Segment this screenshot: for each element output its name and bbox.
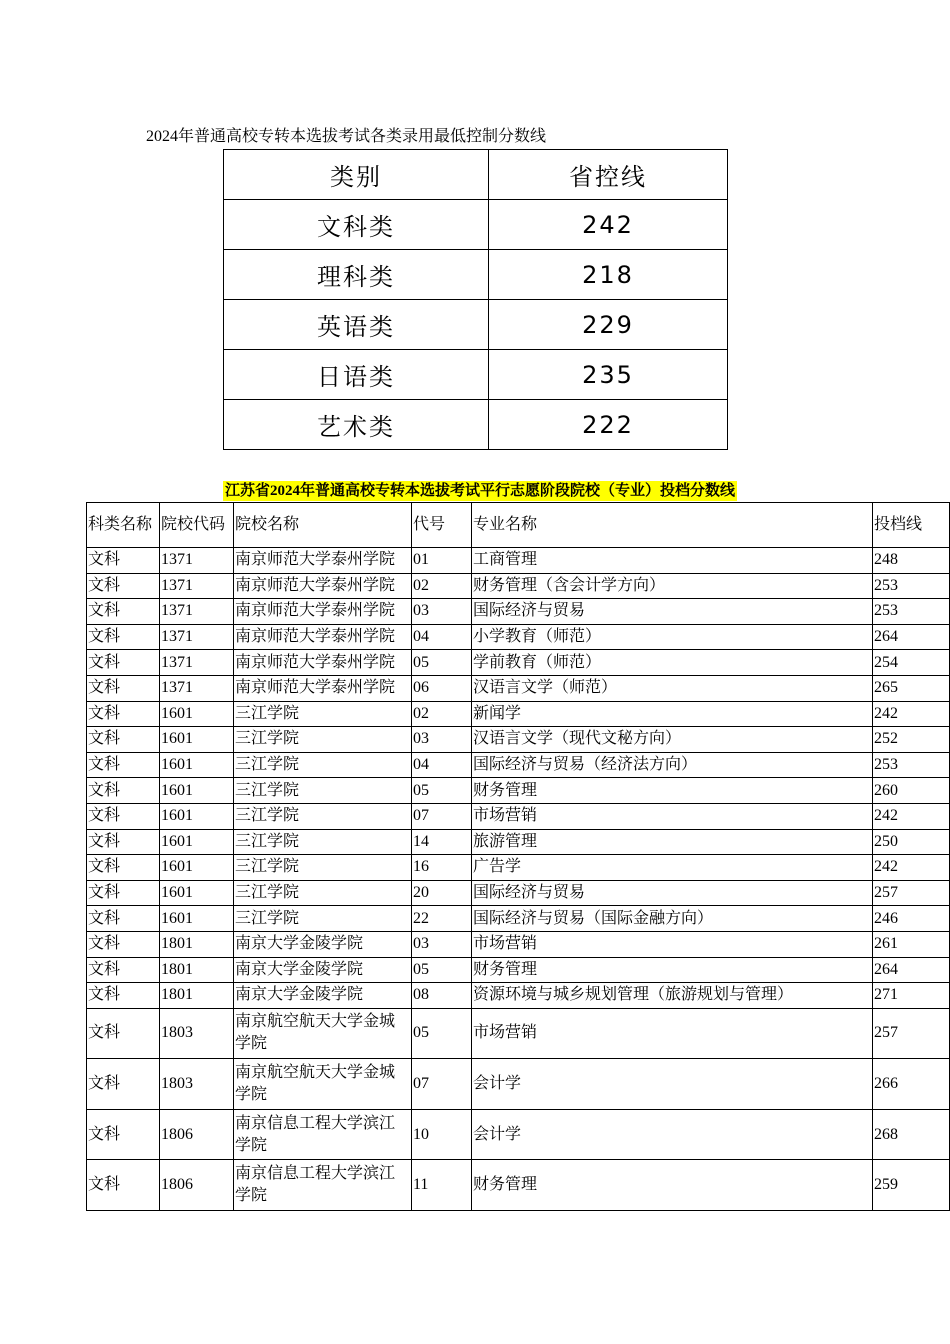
major-name-cell: 国际经济与贸易（国际金融方向）	[472, 906, 873, 932]
table-row	[87, 701, 950, 727]
category-cell: 艺术类	[224, 400, 489, 450]
school-name-cell: 三江学院	[234, 803, 412, 829]
major-code-cell: 02	[412, 701, 472, 727]
major-name-cell: 小学教育（师范）	[472, 624, 873, 650]
school-code-cell: 1601	[160, 778, 234, 804]
cutoff-cell: 261	[873, 931, 950, 957]
page-title: 2024年普通高校专转本选拔考试各类录用最低控制分数线	[146, 128, 547, 145]
subject-cell: 文科	[87, 650, 160, 676]
major-code-cell: 08	[412, 983, 472, 1009]
major-code-cell: 07	[412, 803, 472, 829]
table-row	[87, 855, 950, 881]
table-row	[87, 803, 950, 829]
cutoff-cell: 259	[873, 1160, 950, 1211]
cutoff-cell: 266	[873, 1059, 950, 1110]
major-code-cell: 04	[412, 624, 472, 650]
school-code-cell: 1801	[160, 983, 234, 1009]
cutoff-cell: 260	[873, 778, 950, 804]
table-row	[87, 599, 950, 625]
admission-table-title: 江苏省2024年普通高校专转本选拔考试平行志愿阶段院校（专业）投档分数线	[225, 483, 736, 499]
table-row	[87, 573, 950, 599]
cutoff-cell: 253	[873, 752, 950, 778]
subject-cell: 文科	[87, 548, 160, 574]
school-name-cell: 南京信息工程大学滨江学院	[234, 1109, 412, 1160]
school-code-cell: 1806	[160, 1160, 234, 1211]
school-name-cell: 三江学院	[234, 829, 412, 855]
school-name-cell: 南京大学金陵学院	[234, 931, 412, 957]
school-name-cell: 南京师范大学泰州学院	[234, 650, 412, 676]
subject-cell: 文科	[87, 778, 160, 804]
school-code-cell: 1601	[160, 803, 234, 829]
subject-cell: 文科	[87, 727, 160, 753]
major-code-cell: 03	[412, 599, 472, 625]
subject-cell: 文科	[87, 599, 160, 625]
subject-cell: 文科	[87, 1059, 160, 1110]
major-name-cell: 市场营销	[472, 931, 873, 957]
major-name-cell: 汉语言文学（现代文秘方向）	[472, 727, 873, 753]
major-name-cell: 国际经济与贸易（经济法方向）	[472, 752, 873, 778]
major-name-cell: 国际经济与贸易	[472, 880, 873, 906]
table-row	[224, 250, 728, 300]
cutoff-cell: 252	[873, 727, 950, 753]
school-code-cell: 1801	[160, 931, 234, 957]
major-code-cell: 05	[412, 778, 472, 804]
school-code-cell: 1371	[160, 599, 234, 625]
table-row	[87, 1109, 950, 1160]
table-row	[87, 957, 950, 983]
category-cell: 理科类	[224, 250, 489, 300]
major-name-cell: 汉语言文学（师范）	[472, 675, 873, 701]
category-cell: 日语类	[224, 350, 489, 400]
major-name-cell: 旅游管理	[472, 829, 873, 855]
major-code-cell: 01	[412, 548, 472, 574]
school-name-cell: 南京师范大学泰州学院	[234, 599, 412, 625]
column-header: 专业名称	[472, 503, 873, 548]
major-code-cell: 05	[412, 957, 472, 983]
school-code-cell: 1601	[160, 752, 234, 778]
major-code-cell: 05	[412, 650, 472, 676]
table-row	[87, 880, 950, 906]
cutoff-cell: 257	[873, 1008, 950, 1059]
subject-cell: 文科	[87, 624, 160, 650]
table-row	[87, 1160, 950, 1211]
school-code-cell: 1371	[160, 548, 234, 574]
school-code-cell: 1803	[160, 1059, 234, 1110]
subject-cell: 文科	[87, 752, 160, 778]
cutoff-cell: 242	[873, 803, 950, 829]
cutoff-cell: 264	[873, 957, 950, 983]
major-name-cell: 财务管理（含会计学方向）	[472, 573, 873, 599]
major-code-cell: 04	[412, 752, 472, 778]
subject-cell: 文科	[87, 1160, 160, 1211]
table-row	[87, 548, 950, 574]
major-name-cell: 市场营销	[472, 803, 873, 829]
subject-cell: 文科	[87, 573, 160, 599]
subject-cell: 文科	[87, 803, 160, 829]
school-code-cell: 1601	[160, 829, 234, 855]
admission-score-table	[86, 502, 950, 1211]
major-code-cell: 16	[412, 855, 472, 881]
cutoff-cell: 264	[873, 624, 950, 650]
major-code-cell: 07	[412, 1059, 472, 1110]
cutoff-cell: 242	[873, 855, 950, 881]
school-code-cell: 1601	[160, 880, 234, 906]
major-name-cell: 市场营销	[472, 1008, 873, 1059]
school-code-cell: 1601	[160, 855, 234, 881]
cutoff-cell: 253	[873, 599, 950, 625]
cutoff-cell: 250	[873, 829, 950, 855]
major-name-cell: 学前教育（师范）	[472, 650, 873, 676]
column-header: 科类名称	[87, 503, 160, 548]
cutoff-cell: 253	[873, 573, 950, 599]
table-row	[87, 727, 950, 753]
school-name-cell: 三江学院	[234, 778, 412, 804]
school-name-cell: 南京师范大学泰州学院	[234, 675, 412, 701]
table-row	[87, 778, 950, 804]
table-row	[224, 350, 728, 400]
major-code-cell: 11	[412, 1160, 472, 1211]
cutoff-cell: 248	[873, 548, 950, 574]
table-row	[87, 624, 950, 650]
major-code-cell: 03	[412, 727, 472, 753]
school-name-cell: 三江学院	[234, 855, 412, 881]
score-cell: 218	[489, 250, 728, 300]
category-cell: 英语类	[224, 300, 489, 350]
subject-cell: 文科	[87, 983, 160, 1009]
score-cell: 222	[489, 400, 728, 450]
school-code-cell: 1601	[160, 701, 234, 727]
major-code-cell: 03	[412, 931, 472, 957]
table-row	[224, 300, 728, 350]
table-row	[87, 675, 950, 701]
score-cell: 235	[489, 350, 728, 400]
cutoff-cell: 257	[873, 880, 950, 906]
table-row	[87, 829, 950, 855]
major-code-cell: 02	[412, 573, 472, 599]
table-row	[87, 931, 950, 957]
cutoff-cell: 271	[873, 983, 950, 1009]
cutoff-cell: 265	[873, 675, 950, 701]
column-header: 类别	[224, 150, 489, 200]
major-name-cell: 会计学	[472, 1109, 873, 1160]
table-row	[87, 906, 950, 932]
column-header: 省控线	[489, 150, 728, 200]
subject-cell: 文科	[87, 855, 160, 881]
major-name-cell: 资源环境与城乡规划管理（旅游规划与管理）	[472, 983, 873, 1009]
subject-cell: 文科	[87, 906, 160, 932]
major-name-cell: 财务管理	[472, 957, 873, 983]
school-name-cell: 南京师范大学泰州学院	[234, 573, 412, 599]
school-code-cell: 1371	[160, 573, 234, 599]
column-header: 院校代码	[160, 503, 234, 548]
column-header: 投档线	[873, 503, 950, 548]
school-code-cell: 1801	[160, 957, 234, 983]
school-name-cell: 南京大学金陵学院	[234, 957, 412, 983]
school-name-cell: 三江学院	[234, 701, 412, 727]
school-name-cell: 南京大学金陵学院	[234, 983, 412, 1009]
subject-cell: 文科	[87, 931, 160, 957]
school-code-cell: 1806	[160, 1109, 234, 1160]
cutoff-score-table	[223, 149, 728, 450]
cutoff-cell: 246	[873, 906, 950, 932]
table-row	[224, 200, 728, 250]
subject-cell: 文科	[87, 1109, 160, 1160]
major-name-cell: 新闻学	[472, 701, 873, 727]
school-code-cell: 1601	[160, 727, 234, 753]
column-header: 代号	[412, 503, 472, 548]
major-name-cell: 财务管理	[472, 1160, 873, 1211]
subject-cell: 文科	[87, 675, 160, 701]
major-code-cell: 14	[412, 829, 472, 855]
major-code-cell: 20	[412, 880, 472, 906]
major-code-cell: 05	[412, 1008, 472, 1059]
subject-cell: 文科	[87, 957, 160, 983]
school-code-cell: 1803	[160, 1008, 234, 1059]
table-row	[87, 1059, 950, 1110]
major-code-cell: 10	[412, 1109, 472, 1160]
table-row	[87, 752, 950, 778]
major-code-cell: 22	[412, 906, 472, 932]
school-name-cell: 三江学院	[234, 880, 412, 906]
school-name-cell: 南京航空航天大学金城学院	[234, 1059, 412, 1110]
major-name-cell: 会计学	[472, 1059, 873, 1110]
table-row	[87, 1008, 950, 1059]
table-header-row	[224, 150, 728, 200]
school-name-cell: 南京航空航天大学金城学院	[234, 1008, 412, 1059]
school-code-cell: 1371	[160, 624, 234, 650]
major-name-cell: 工商管理	[472, 548, 873, 574]
subject-cell: 文科	[87, 829, 160, 855]
score-cell: 242	[489, 200, 728, 250]
school-name-cell: 南京师范大学泰州学院	[234, 624, 412, 650]
school-name-cell: 南京信息工程大学滨江学院	[234, 1160, 412, 1211]
subject-cell: 文科	[87, 880, 160, 906]
score-cell: 229	[489, 300, 728, 350]
school-name-cell: 三江学院	[234, 752, 412, 778]
column-header: 院校名称	[234, 503, 412, 548]
school-code-cell: 1371	[160, 650, 234, 676]
major-name-cell: 广告学	[472, 855, 873, 881]
school-name-cell: 南京师范大学泰州学院	[234, 548, 412, 574]
school-name-cell: 三江学院	[234, 906, 412, 932]
subject-cell: 文科	[87, 1008, 160, 1059]
major-name-cell: 国际经济与贸易	[472, 599, 873, 625]
subject-cell: 文科	[87, 701, 160, 727]
cutoff-cell: 242	[873, 701, 950, 727]
table-row	[224, 400, 728, 450]
school-code-cell: 1601	[160, 906, 234, 932]
school-code-cell: 1371	[160, 675, 234, 701]
cutoff-cell: 268	[873, 1109, 950, 1160]
table-row	[87, 983, 950, 1009]
cutoff-cell: 254	[873, 650, 950, 676]
table-row	[87, 650, 950, 676]
major-code-cell: 06	[412, 675, 472, 701]
table-header-row	[87, 503, 950, 548]
category-cell: 文科类	[224, 200, 489, 250]
major-name-cell: 财务管理	[472, 778, 873, 804]
school-name-cell: 三江学院	[234, 727, 412, 753]
